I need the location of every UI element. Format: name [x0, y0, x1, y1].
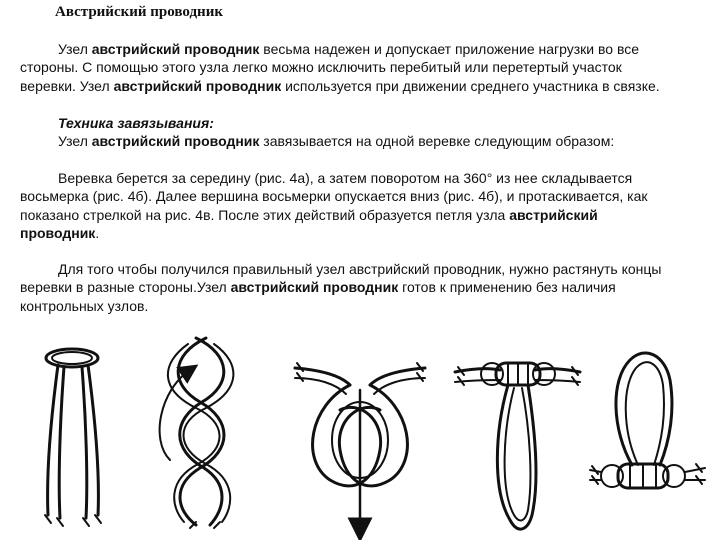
knot-step-d — [455, 363, 580, 529]
text-run: Для того чтобы получился правильный узел австрийский проводник, нужно растянуть концы веревки в разные стороны.Узел — [20, 261, 662, 296]
steps-paragraph — [20, 169, 680, 243]
knot-name-bold: австрийский проводник — [20, 206, 598, 242]
technique-paragraph — [20, 132, 680, 150]
knot-step-a — [45, 349, 101, 526]
final-paragraph — [20, 260, 680, 315]
text-run: Узел — [58, 133, 92, 149]
knot-illustration — [0, 330, 720, 540]
knot-step-e — [590, 353, 705, 488]
knot-name-bold: австрийский проводник — [230, 279, 399, 296]
document-title: Австрийский проводник — [55, 4, 223, 20]
text-run: готов к применению без наличия контрольных узлов. — [20, 279, 616, 314]
technique-heading: Техника завязывания: — [58, 114, 214, 131]
text-run: используется при движении среднего участника в связке. — [281, 77, 660, 94]
knot-step-c — [295, 363, 425, 530]
text-run: Веревка берется за середину (рис. 4а), а затем поворотом на 360° из нее складывается восьмерка (рис. 4б). Далее вершина восьмерки опускается вниз (рис. 4б), и протаскивается, как показано стрелкой на рис. 4в. После этих действий образуется петля узла — [20, 169, 648, 223]
text-run: . — [95, 225, 100, 242]
knot-step-b — [160, 338, 234, 528]
knot-name-bold: австрийский проводник — [113, 77, 282, 94]
text-run: завязывается на одной веревке следующим образом: — [259, 133, 615, 149]
intro-paragraph — [20, 40, 680, 95]
text-run: весьма надежен и допускает приложение нагрузки во все стороны. С помощью этого узла легко можно исключить перебитый или перетертый участок веревки. Узел — [20, 41, 640, 94]
knot-name-bold: австрийский проводник — [91, 133, 260, 149]
text-run: Узел — [58, 41, 92, 57]
knot-name-bold: австрийский проводник — [91, 41, 260, 57]
